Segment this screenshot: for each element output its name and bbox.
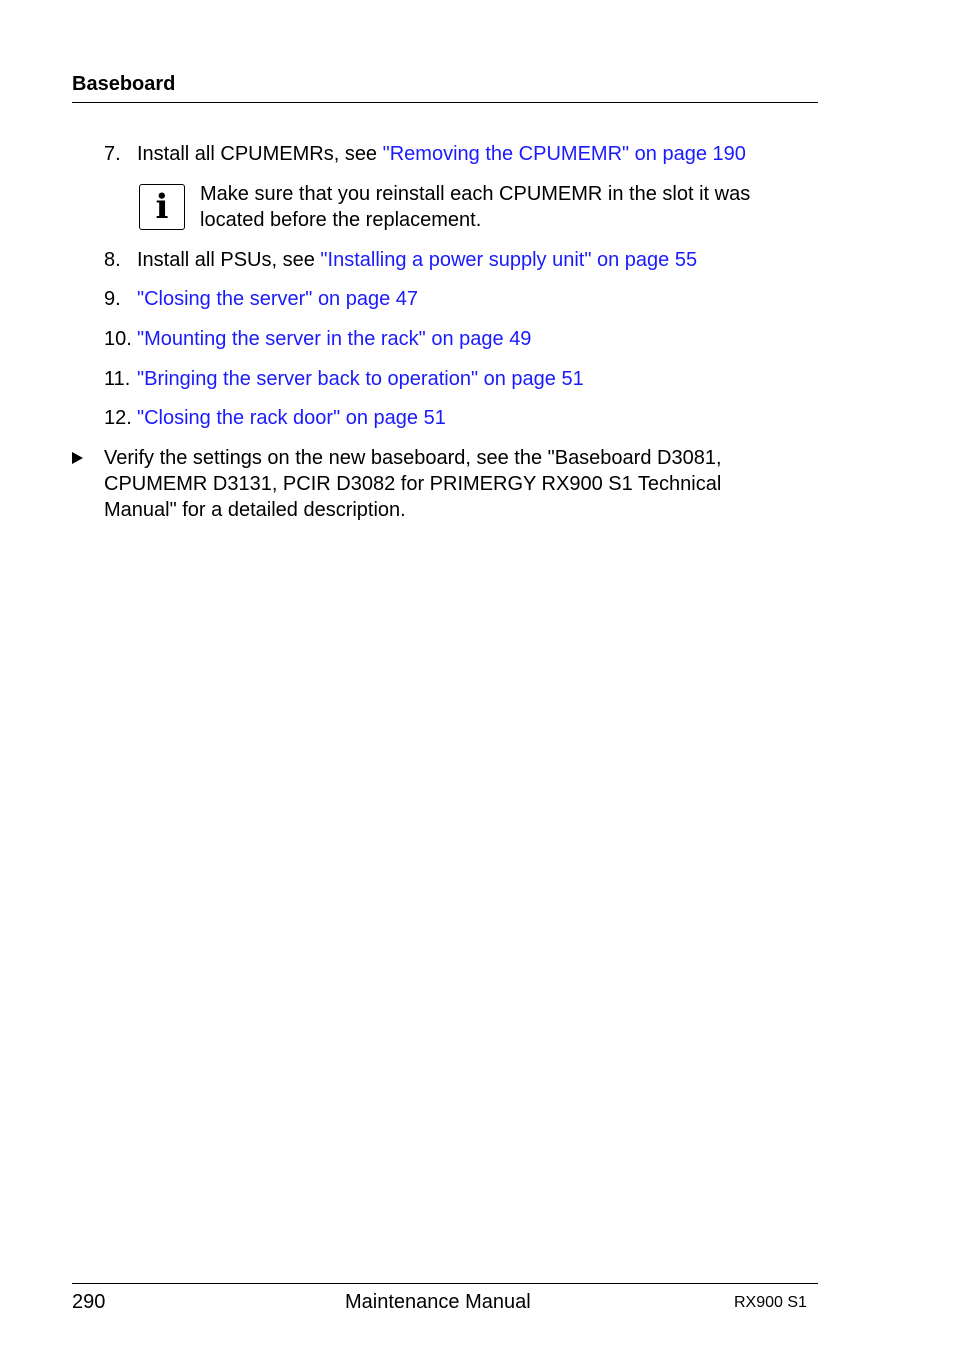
bullet-line: Manual" for a detailed description.: [104, 499, 406, 521]
page-header-title: Baseboard: [72, 73, 176, 95]
note-line: located before the replacement.: [200, 209, 482, 231]
step-text: Install all CPUMEMRs, see: [137, 143, 383, 165]
triangle-right-icon: [72, 452, 83, 464]
link-bringing-server-back[interactable]: "Bringing the server back to operation" on page 51: [137, 368, 584, 390]
link-closing-server[interactable]: "Closing the server" on page 47: [137, 288, 419, 310]
page-number: 290: [72, 1291, 106, 1313]
link-closing-rack-door[interactable]: "Closing the rack door" on page 51: [137, 407, 446, 429]
product-name: RX900 S1: [734, 1294, 807, 1311]
manual-title: Maintenance Manual: [345, 1291, 531, 1313]
link-mounting-server[interactable]: "Mounting the server in the rack" on page 49: [137, 328, 532, 350]
link-removing-cpumemr[interactable]: "Removing the CPUMEMR" on page 190: [382, 143, 746, 165]
step-text: Install all PSUs, see: [137, 249, 321, 271]
step-9: [104, 286, 418, 312]
note-line: Make sure that you reinstall each CPUMEMR in the slot it was: [200, 183, 751, 205]
step-number: 9.: [104, 288, 121, 310]
header-rule: [72, 102, 818, 103]
step-number: 12.: [104, 407, 132, 429]
link-installing-psu[interactable]: "Installing a power supply unit" on page 55: [320, 249, 698, 271]
step-number: 8.: [104, 249, 121, 271]
verify-instruction: [104, 445, 804, 523]
bullet-line: Verify the settings on the new baseboard, see the "Baseboard D3081,: [104, 447, 722, 469]
step-8: [104, 247, 697, 273]
step-7: [104, 141, 746, 167]
bullet-line: CPUMEMR D3131, PCIR D3082 for PRIMERGY RX900 S1 Technical: [104, 473, 722, 495]
step-number: 7.: [104, 143, 121, 165]
step-11: [104, 366, 584, 392]
step-number: 10.: [104, 328, 132, 350]
step-12: [104, 405, 446, 431]
footer-rule: [72, 1283, 818, 1284]
info-note: [200, 181, 820, 233]
info-icon: i: [139, 184, 185, 230]
step-10: [104, 326, 531, 352]
step-number: 11.: [104, 368, 131, 390]
